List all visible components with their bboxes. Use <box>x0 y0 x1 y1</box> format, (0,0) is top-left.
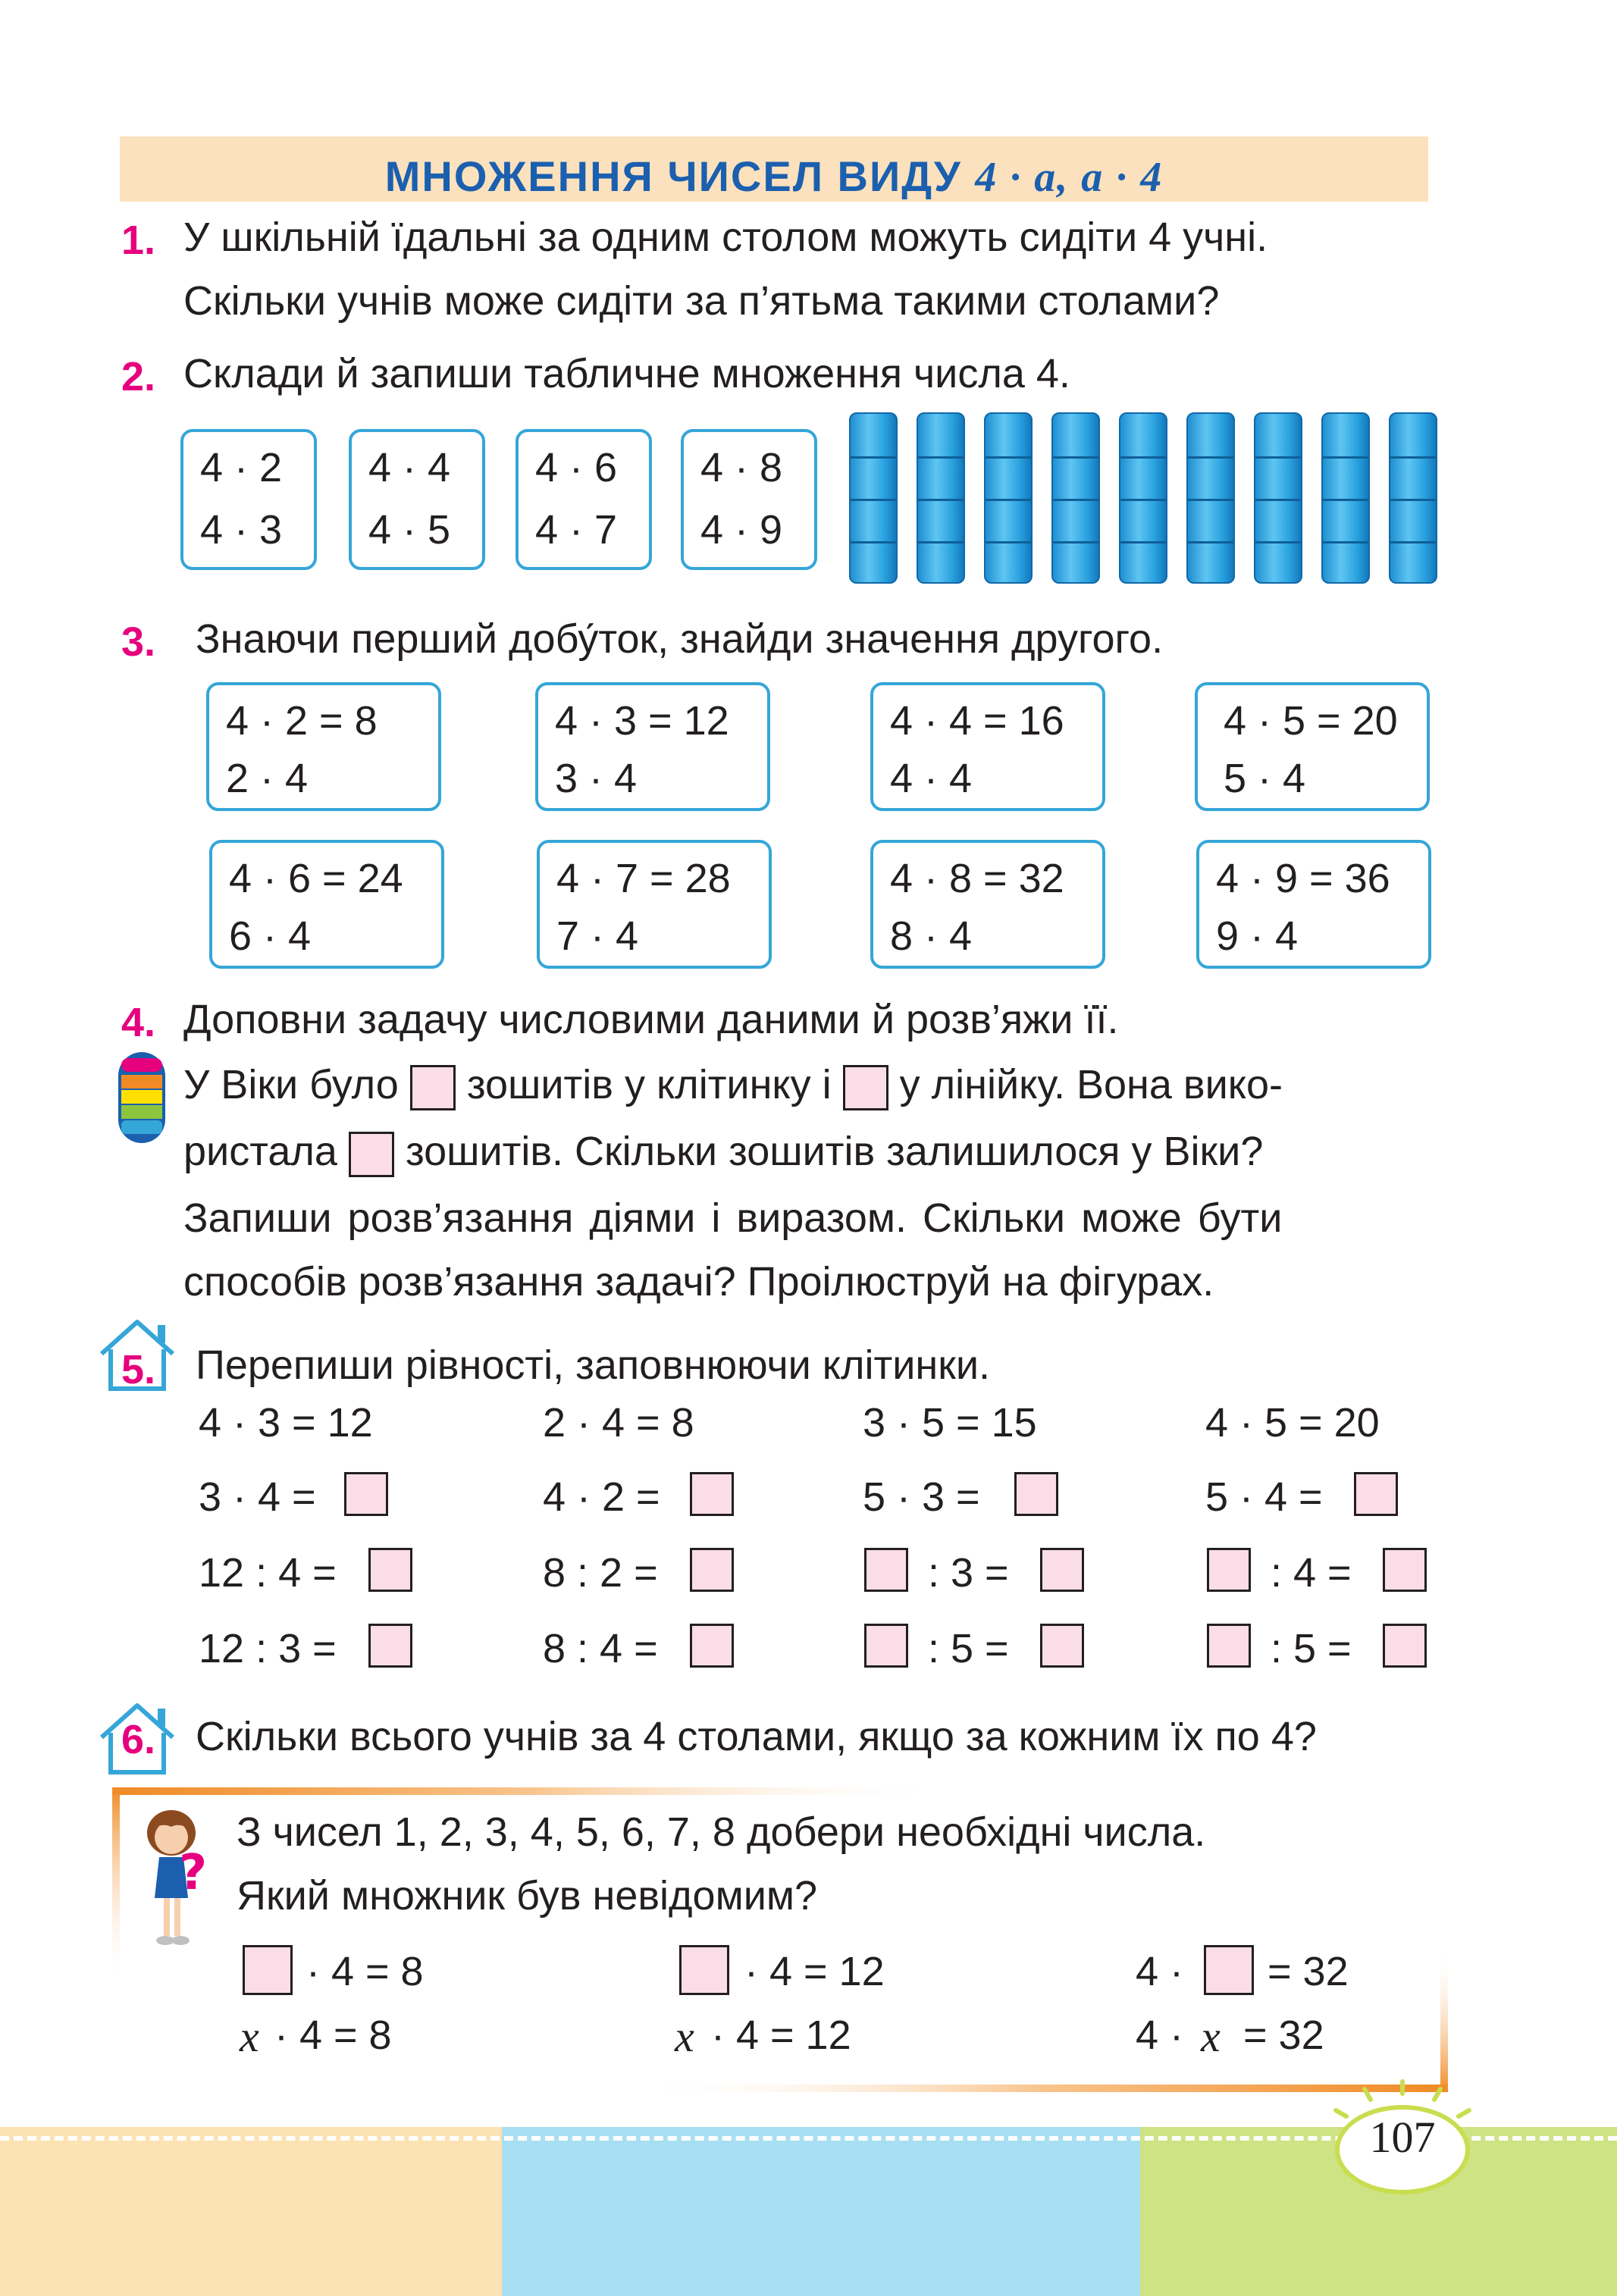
equation: 5 · 4 = <box>1205 1474 1323 1520</box>
equation: 5 · 3 = <box>863 1474 980 1520</box>
cube-divider <box>1255 456 1301 459</box>
answer-box[interactable] <box>1207 1548 1251 1592</box>
page-title: МНОЖЕННЯ ЧИСЕЛ ВИДУ 4 · a, a · 4 <box>384 152 1164 201</box>
answer-box[interactable] <box>1014 1472 1058 1516</box>
equation: = 32 <box>1268 1949 1349 1994</box>
cube-divider <box>986 456 1031 459</box>
cube-column <box>917 412 965 584</box>
cube-divider <box>1390 541 1436 543</box>
variable-x: x <box>675 2012 694 2061</box>
cube-divider <box>1255 541 1301 543</box>
answer-box[interactable] <box>1383 1624 1427 1668</box>
answer-box[interactable] <box>690 1472 734 1516</box>
task-6-number: 6. <box>121 1717 156 1762</box>
equation: · 4 = 8 <box>274 2013 392 2058</box>
cube-divider <box>1323 541 1368 543</box>
answer-box[interactable] <box>690 1624 734 1668</box>
cube-column <box>849 412 898 584</box>
expression: 7 · 4 <box>556 913 639 959</box>
cube-divider <box>918 541 964 543</box>
cube-divider <box>1120 499 1166 501</box>
cube-divider <box>851 541 896 543</box>
cube-divider <box>851 456 896 459</box>
cube-divider <box>1323 499 1368 501</box>
equation: · 4 = 8 <box>306 1949 424 1994</box>
equation: 12 : 3 = <box>199 1626 337 1671</box>
known-product: 4 · 4 = 16 <box>890 698 1064 744</box>
expression: 4 · 3 <box>200 507 283 553</box>
known-product: 4 · 6 = 24 <box>229 856 403 901</box>
equation: : 5 = <box>1271 1626 1352 1671</box>
puzzle-line-2: Який множник був невідомим? <box>237 1873 818 1919</box>
cube-column <box>1254 412 1302 584</box>
task-5-number: 5. <box>121 1347 156 1392</box>
task-3-box <box>209 840 444 969</box>
task-3-box <box>1196 840 1431 969</box>
cube-divider <box>918 499 964 501</box>
cube-column <box>1186 412 1235 584</box>
cube-divider <box>1053 499 1098 501</box>
expression: 4 · 4 <box>890 756 973 801</box>
expression: 8 · 4 <box>890 913 973 959</box>
footer-band-left <box>0 2127 502 2296</box>
answer-box[interactable] <box>1040 1624 1084 1668</box>
task-3-number: 3. <box>121 619 156 665</box>
answer-box[interactable] <box>349 1132 394 1177</box>
cube-divider <box>1188 499 1233 501</box>
cube-divider <box>918 456 964 459</box>
task-3-text: Знаючи перший добу́ток, знайди значення другого. <box>196 616 1164 662</box>
task-3-box <box>535 682 770 811</box>
task-4-number: 4. <box>121 1000 156 1045</box>
cube-column <box>1119 412 1167 584</box>
cube-divider <box>1120 541 1166 543</box>
cube-divider <box>851 499 896 501</box>
equation: : 3 = <box>928 1550 1009 1596</box>
cube-divider <box>1188 456 1233 459</box>
rainbow-difficulty-icon <box>117 1051 167 1145</box>
cube-column <box>1321 412 1370 584</box>
answer-box[interactable] <box>1207 1624 1251 1668</box>
answer-box[interactable] <box>843 1065 888 1110</box>
task-1-line-1: У шкільній їдальні за одним столом можуть сидіти 4 учні. <box>183 215 1268 260</box>
footer-band-middle <box>502 2127 1140 2296</box>
expression: 4 · 2 <box>200 445 283 490</box>
task-3-box <box>206 682 441 811</box>
known-product: 4 · 2 = 8 <box>226 698 378 744</box>
answer-box[interactable] <box>679 1945 729 1995</box>
task-5-text: Перепиши рівності, заповнюючи клітинки. <box>196 1342 991 1388</box>
task-2-text: Склади й запиши табличне множення числа 4. <box>183 351 1070 396</box>
girl-question-icon <box>133 1807 217 1959</box>
cube-column <box>1389 412 1437 584</box>
cube-column <box>1051 412 1100 584</box>
known-product: 4 · 7 = 28 <box>556 856 731 901</box>
answer-box[interactable] <box>368 1548 412 1592</box>
known-product: 4 · 9 = 36 <box>1216 856 1390 901</box>
cube-divider <box>1390 456 1436 459</box>
task-3-box <box>537 840 772 969</box>
puzzle-line-1: З чисел 1, 2, 3, 4, 5, 6, 7, 8 добери необхідні числа. <box>237 1809 1206 1855</box>
svg-text:?: ? <box>179 1845 208 1901</box>
answer-box[interactable] <box>368 1624 412 1668</box>
equation: 4 · <box>1136 2013 1184 2058</box>
task-4-line-2: ристала зошитів. Скільки зошитів залишилося у Віки? <box>183 1131 1263 1177</box>
cube-divider <box>1053 541 1098 543</box>
answer-box[interactable] <box>1383 1548 1427 1592</box>
title-formula: 4 · a, a · 4 <box>975 154 1164 201</box>
cube-divider <box>986 541 1031 543</box>
task-4-heading: Доповни задачу числовими даними й розв’яжи її. <box>183 997 1119 1042</box>
equation: 8 : 2 = <box>543 1550 658 1596</box>
answer-box[interactable] <box>344 1472 388 1516</box>
expression: 5 · 4 <box>1224 756 1306 801</box>
answer-box[interactable] <box>864 1548 908 1592</box>
expression: 4 · 7 <box>535 507 618 553</box>
known-product: 4 · 3 = 12 <box>555 698 729 744</box>
expression: 2 · 4 <box>226 756 309 801</box>
equation: 12 : 4 = <box>199 1550 337 1596</box>
equation: 4 · 5 = 20 <box>1205 1400 1380 1446</box>
expression: 4 · 6 <box>535 445 618 490</box>
cube-divider <box>1188 541 1233 543</box>
answer-box[interactable] <box>1204 1945 1254 1995</box>
task-2-box <box>180 429 317 570</box>
expression: 4 · 9 <box>700 507 783 553</box>
known-product: 4 · 8 = 32 <box>890 856 1064 901</box>
task-2-box <box>681 429 817 570</box>
answer-box[interactable] <box>690 1548 734 1592</box>
task-2-number: 2. <box>121 354 156 399</box>
equation: · 4 = 12 <box>744 1949 885 1994</box>
task-6-text: Скільки всього учнів за 4 столами, якщо за кожним їх по 4? <box>196 1714 1317 1759</box>
task-2-box <box>349 429 485 570</box>
expression: 3 · 4 <box>555 756 638 801</box>
expression: 6 · 4 <box>229 913 312 959</box>
task-4-line-3: Запиши розв’язання діями і виразом. Скільки може бути <box>183 1195 1283 1241</box>
task-1-number: 1. <box>121 218 156 263</box>
cube-divider <box>1053 456 1098 459</box>
task-4-line-1: У Віки було зошитів у клітинку і у лінійку. Вона вико- <box>183 1064 1283 1110</box>
answer-box[interactable] <box>1040 1548 1084 1592</box>
cube-divider <box>1390 499 1436 501</box>
equation: 3 · 4 = <box>199 1474 316 1520</box>
answer-box[interactable] <box>410 1065 456 1110</box>
equation: · 4 = 12 <box>711 2013 851 2058</box>
expression: 4 · 8 <box>700 445 783 490</box>
task-3-box <box>870 682 1105 811</box>
known-product: 4 · 5 = 20 <box>1224 698 1398 744</box>
equation: 2 · 4 = 8 <box>543 1400 694 1446</box>
page-number: 107 <box>1369 2113 1436 2162</box>
task-3-box <box>1195 682 1430 811</box>
cube-divider <box>986 499 1031 501</box>
cube-divider <box>1255 499 1301 501</box>
equation: : 4 = <box>1271 1550 1352 1596</box>
equation: 4 · <box>1136 1949 1184 1994</box>
task-1-line-2: Скільки учнів може сидіти за п’ятьма такими столами? <box>183 278 1220 324</box>
equation: = 32 <box>1243 2013 1324 2058</box>
task-4-line-4: способів розв’язання задачі? Проілюструй на фігурах. <box>183 1259 1214 1305</box>
equation: 4 · 2 = <box>543 1474 660 1520</box>
expression: 9 · 4 <box>1216 913 1299 959</box>
equation: 3 · 5 = 15 <box>863 1400 1037 1446</box>
task-2-box <box>515 429 652 570</box>
equation: 4 · 3 = 12 <box>199 1400 373 1446</box>
variable-x: x <box>240 2012 259 2061</box>
expression: 4 · 4 <box>368 445 451 490</box>
equation: 8 : 4 = <box>543 1626 658 1671</box>
expression: 4 · 5 <box>368 507 451 553</box>
answer-box[interactable] <box>864 1624 908 1668</box>
cube-column <box>984 412 1033 584</box>
variable-x: x <box>1201 2012 1221 2061</box>
task-3-box <box>870 840 1105 969</box>
equation: : 5 = <box>928 1626 1009 1671</box>
cube-divider <box>1323 456 1368 459</box>
answer-box[interactable] <box>1354 1472 1398 1516</box>
answer-box[interactable] <box>243 1945 293 1995</box>
cube-divider <box>1120 456 1166 459</box>
